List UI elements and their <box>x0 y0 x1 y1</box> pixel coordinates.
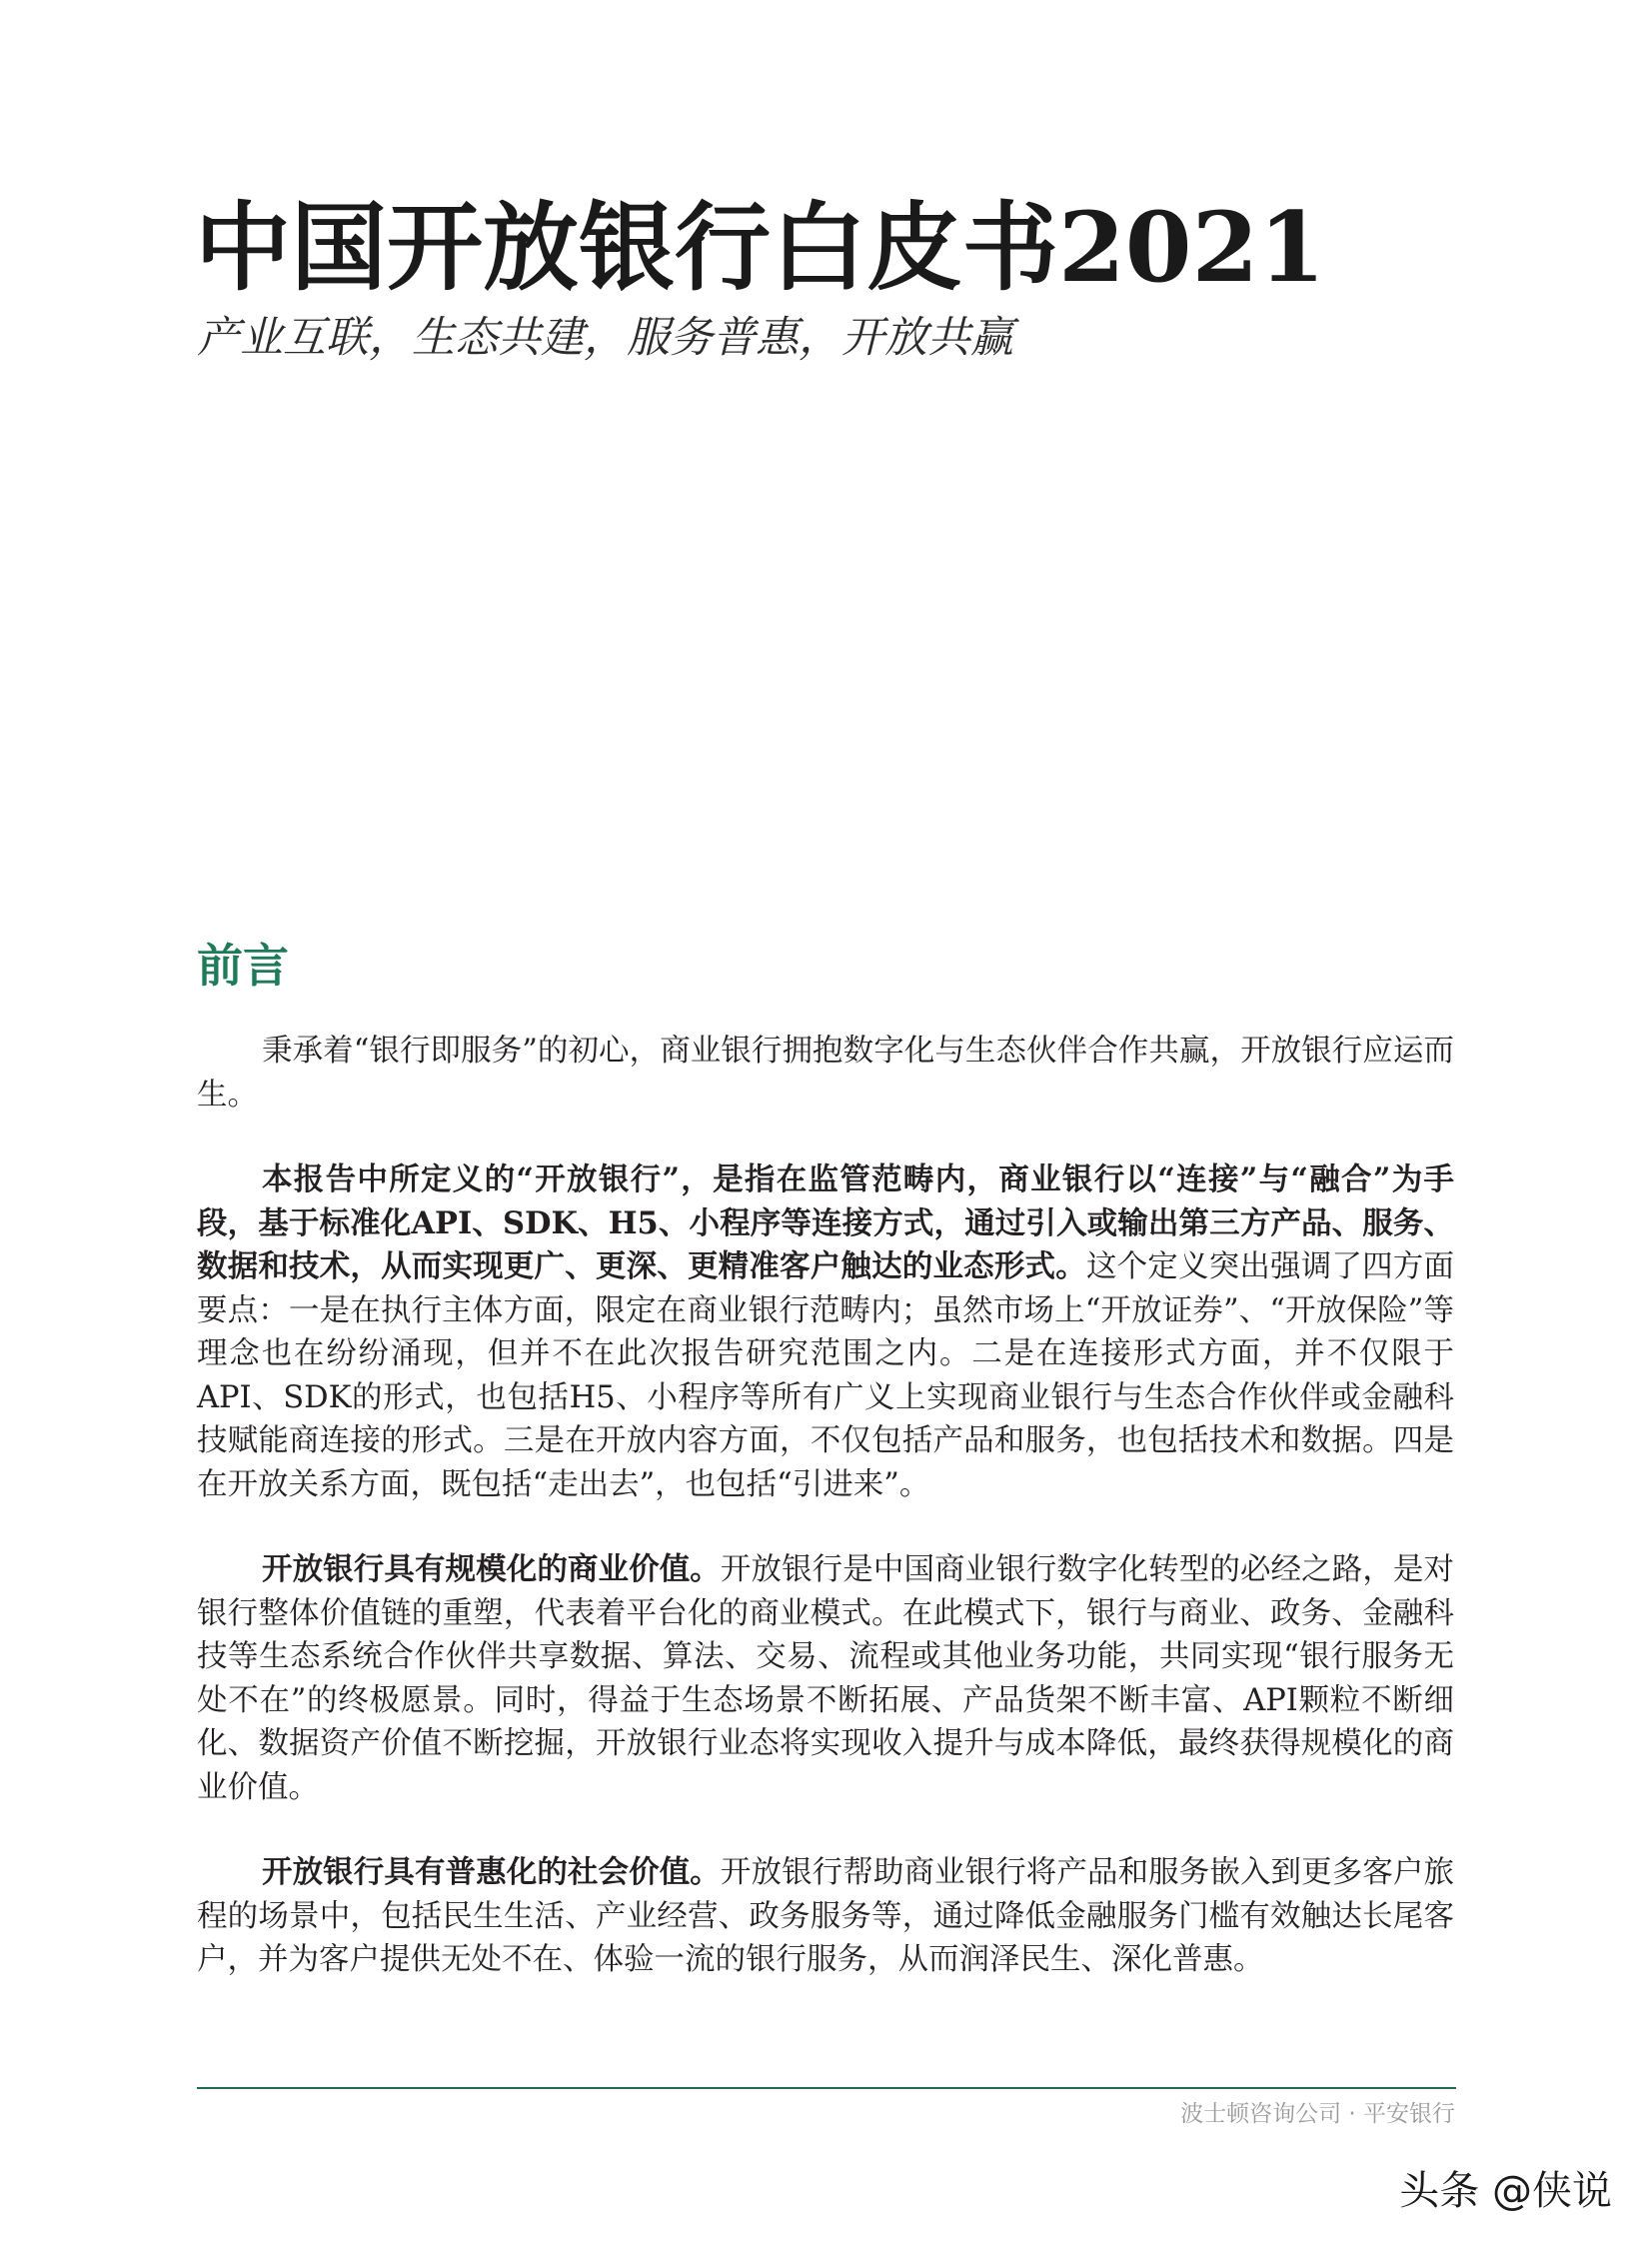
paragraph-text: 秉承着“银行即服务”的初心，商业银行拥抱数字化与生态伙伴合作共赢，开放银行应运而生。 <box>197 1034 1454 1113</box>
document-title: 中国开放银行白皮书2021 <box>195 191 1326 304</box>
paragraph-commercial-value <box>197 1548 1454 1809</box>
document-subtitle: 产业互联，生态共建，服务普惠，开放共赢 <box>197 313 1013 363</box>
paragraph-text: 开放银行帮助商业银行将产品和服务嵌入到更多客户旅程的场景中，包括民生生活、产业经营、政务服务等，通过降低金融服务门槛有效触达长尾客户，并为客户提供无处不在、体验一流的银行服务，从而润泽民生、深化普惠。 <box>197 1855 1455 1977</box>
paragraph-social-value <box>197 1851 1454 1982</box>
paragraph-text: 这个定义突出强调了四方面要点：一是在执行主体方面，限定在商业银行范畴内；虽然市场上“开放证券”、“开放保险”等理念也在纷纷涌现，但并不在此次报告研究范围之内。二是在连接形式方面，并不仅限于API、SDK的形式，也包括H5、小程序等所有广义上实现商业银行与生态合作伙伴或金融科技赋能商连接的形式。三是在开放内容方面，不仅包括产品和服务，也包括技术和数据。四是在开放关系方面，既包括“走出去”，也包括“引进来”。 <box>197 1249 1454 1502</box>
paragraph-bold-lead: 开放银行具有规模化的商业价值。 <box>262 1551 721 1587</box>
paragraph-text: 开放银行是中国商业银行数字化转型的必经之路，是对银行整体价值链的重塑，代表着平台化的商业模式。在此模式下，银行与商业、政务、金融科技等生态系统合作伙伴共享数据、算法、交易、流程或其他业务功能，共同实现“银行服务无处不在”的终极愿景。同时，得益于生态场景不断拓展、产品货架不断丰富、API颗粒不断细化、数据资产价值不断挖掘，开放银行业态将实现收入提升与成本降低，最终获得规模化的商业价值。 <box>197 1552 1455 1805</box>
footer-divider <box>197 2087 1456 2089</box>
section-heading-preface: 前言 <box>197 939 289 993</box>
paragraph-intro <box>197 1030 1454 1117</box>
watermark: 头条 @侠说 <box>1399 2168 1612 2214</box>
paragraph-definition <box>197 1158 1454 1506</box>
paragraph-bold-lead: 本报告中所定义的“开放银行”，是指在监管范畴内，商业银行以“连接”与“融合”为手段，基于标准化API、SDK、H5、小程序等连接方式，通过引入或输出第三方产品、服务、数据和技术，从而实现更广、更深、更精准客户触达的业态形式。 <box>197 1161 1454 1284</box>
footer-credit: 波士顿咨询公司 · 平安银行 <box>1180 2101 1455 2127</box>
paragraph-bold-lead: 开放银行具有普惠化的社会价值。 <box>262 1854 721 1890</box>
